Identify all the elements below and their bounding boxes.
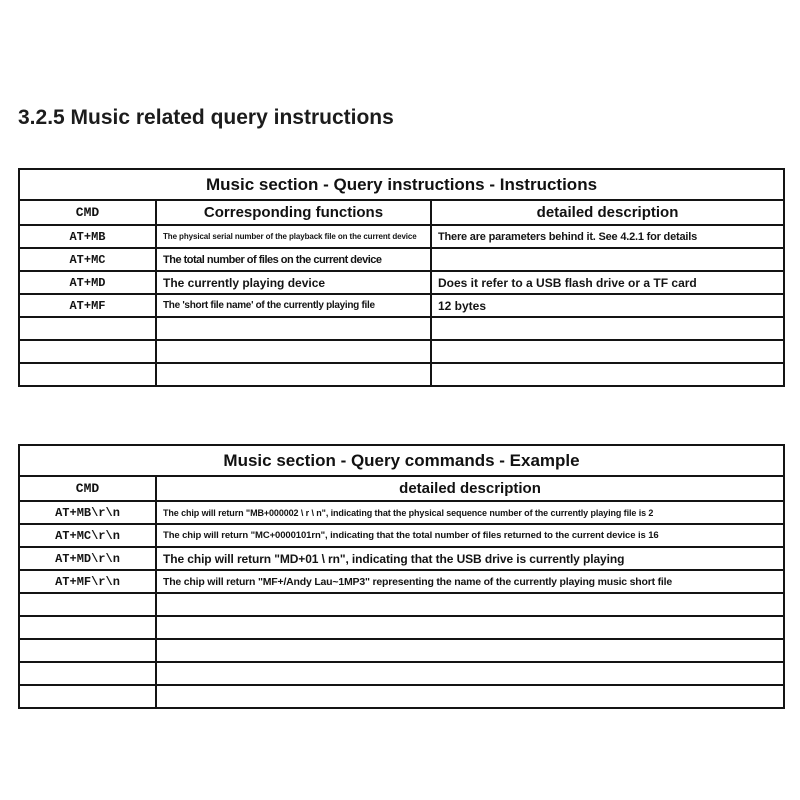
table-row xyxy=(19,248,784,271)
cmd-cell: AT+MC\r\n xyxy=(19,524,156,547)
table-row xyxy=(19,616,784,639)
description-cell: There are parameters behind it. See 4.2.1 for details xyxy=(431,225,784,248)
cmd-cell xyxy=(19,662,156,685)
table-row xyxy=(19,593,784,616)
table-title-row xyxy=(19,169,784,200)
cmd-cell: AT+MD\r\n xyxy=(19,547,156,570)
description-cell xyxy=(431,363,784,386)
table-row xyxy=(19,340,784,363)
table-row xyxy=(19,685,784,708)
cmd-cell: AT+MD xyxy=(19,271,156,294)
function-cell: The 'short file name' of the currently playing file xyxy=(156,294,431,317)
query-instructions-table xyxy=(18,168,785,387)
cmd-cell xyxy=(19,317,156,340)
table-header-row xyxy=(19,200,784,225)
table-title-row xyxy=(19,445,784,476)
cmd-cell: AT+MF\r\n xyxy=(19,570,156,593)
function-cell xyxy=(156,317,431,340)
table-header-row xyxy=(19,476,784,501)
cmd-cell xyxy=(19,685,156,708)
description-cell xyxy=(156,685,784,708)
function-cell: The physical serial number of the playback file on the current device xyxy=(156,225,431,248)
table-row xyxy=(19,363,784,386)
description-cell: The chip will return "MD+01 \ rn", indicating that the USB drive is currently playing xyxy=(156,547,784,570)
table-row xyxy=(19,501,784,524)
cmd-cell xyxy=(19,616,156,639)
table-row xyxy=(19,225,784,248)
description-cell xyxy=(431,317,784,340)
description-cell xyxy=(431,248,784,271)
description-cell xyxy=(156,662,784,685)
table-row xyxy=(19,547,784,570)
function-cell: The total number of files on the current device xyxy=(156,248,431,271)
table-title: Music section - Query instructions - Instructions xyxy=(19,169,784,200)
description-cell: Does it refer to a USB flash drive or a TF card xyxy=(431,271,784,294)
description-cell xyxy=(156,616,784,639)
column-header-cmd: CMD xyxy=(19,200,156,225)
cmd-cell xyxy=(19,593,156,616)
table-row xyxy=(19,524,784,547)
cmd-cell: AT+MB xyxy=(19,225,156,248)
table-row xyxy=(19,570,784,593)
cmd-cell xyxy=(19,639,156,662)
description-cell xyxy=(156,639,784,662)
description-cell: The chip will return "MF+/Andy Lau~1MP3" representing the name of the currently playing music short file xyxy=(156,570,784,593)
column-header-description: detailed description xyxy=(156,476,784,501)
cmd-cell xyxy=(19,363,156,386)
table-row xyxy=(19,294,784,317)
description-cell xyxy=(156,593,784,616)
query-commands-example-table xyxy=(18,444,785,709)
cmd-cell: AT+MB\r\n xyxy=(19,501,156,524)
description-cell: The chip will return "MC+0000101rn", indicating that the total number of files returned to the current device is 16 xyxy=(156,524,784,547)
column-header-cmd: CMD xyxy=(19,476,156,501)
column-header-functions: Corresponding functions xyxy=(156,200,431,225)
table-row xyxy=(19,271,784,294)
function-cell: The currently playing device xyxy=(156,271,431,294)
function-cell xyxy=(156,363,431,386)
cmd-cell xyxy=(19,340,156,363)
cmd-cell: AT+MC xyxy=(19,248,156,271)
table-row xyxy=(19,662,784,685)
table-row xyxy=(19,639,784,662)
function-cell xyxy=(156,340,431,363)
description-cell: 12 bytes xyxy=(431,294,784,317)
section-heading: 3.2.5 Music related query instructions xyxy=(18,106,394,129)
table-title: Music section - Query commands - Example xyxy=(19,445,784,476)
description-cell: The chip will return "MB+000002 \ r \ n", indicating that the physical sequence number of the currently playing file is 2 xyxy=(156,501,784,524)
description-cell xyxy=(431,340,784,363)
cmd-cell: AT+MF xyxy=(19,294,156,317)
table-row xyxy=(19,317,784,340)
column-header-description: detailed description xyxy=(431,200,784,225)
